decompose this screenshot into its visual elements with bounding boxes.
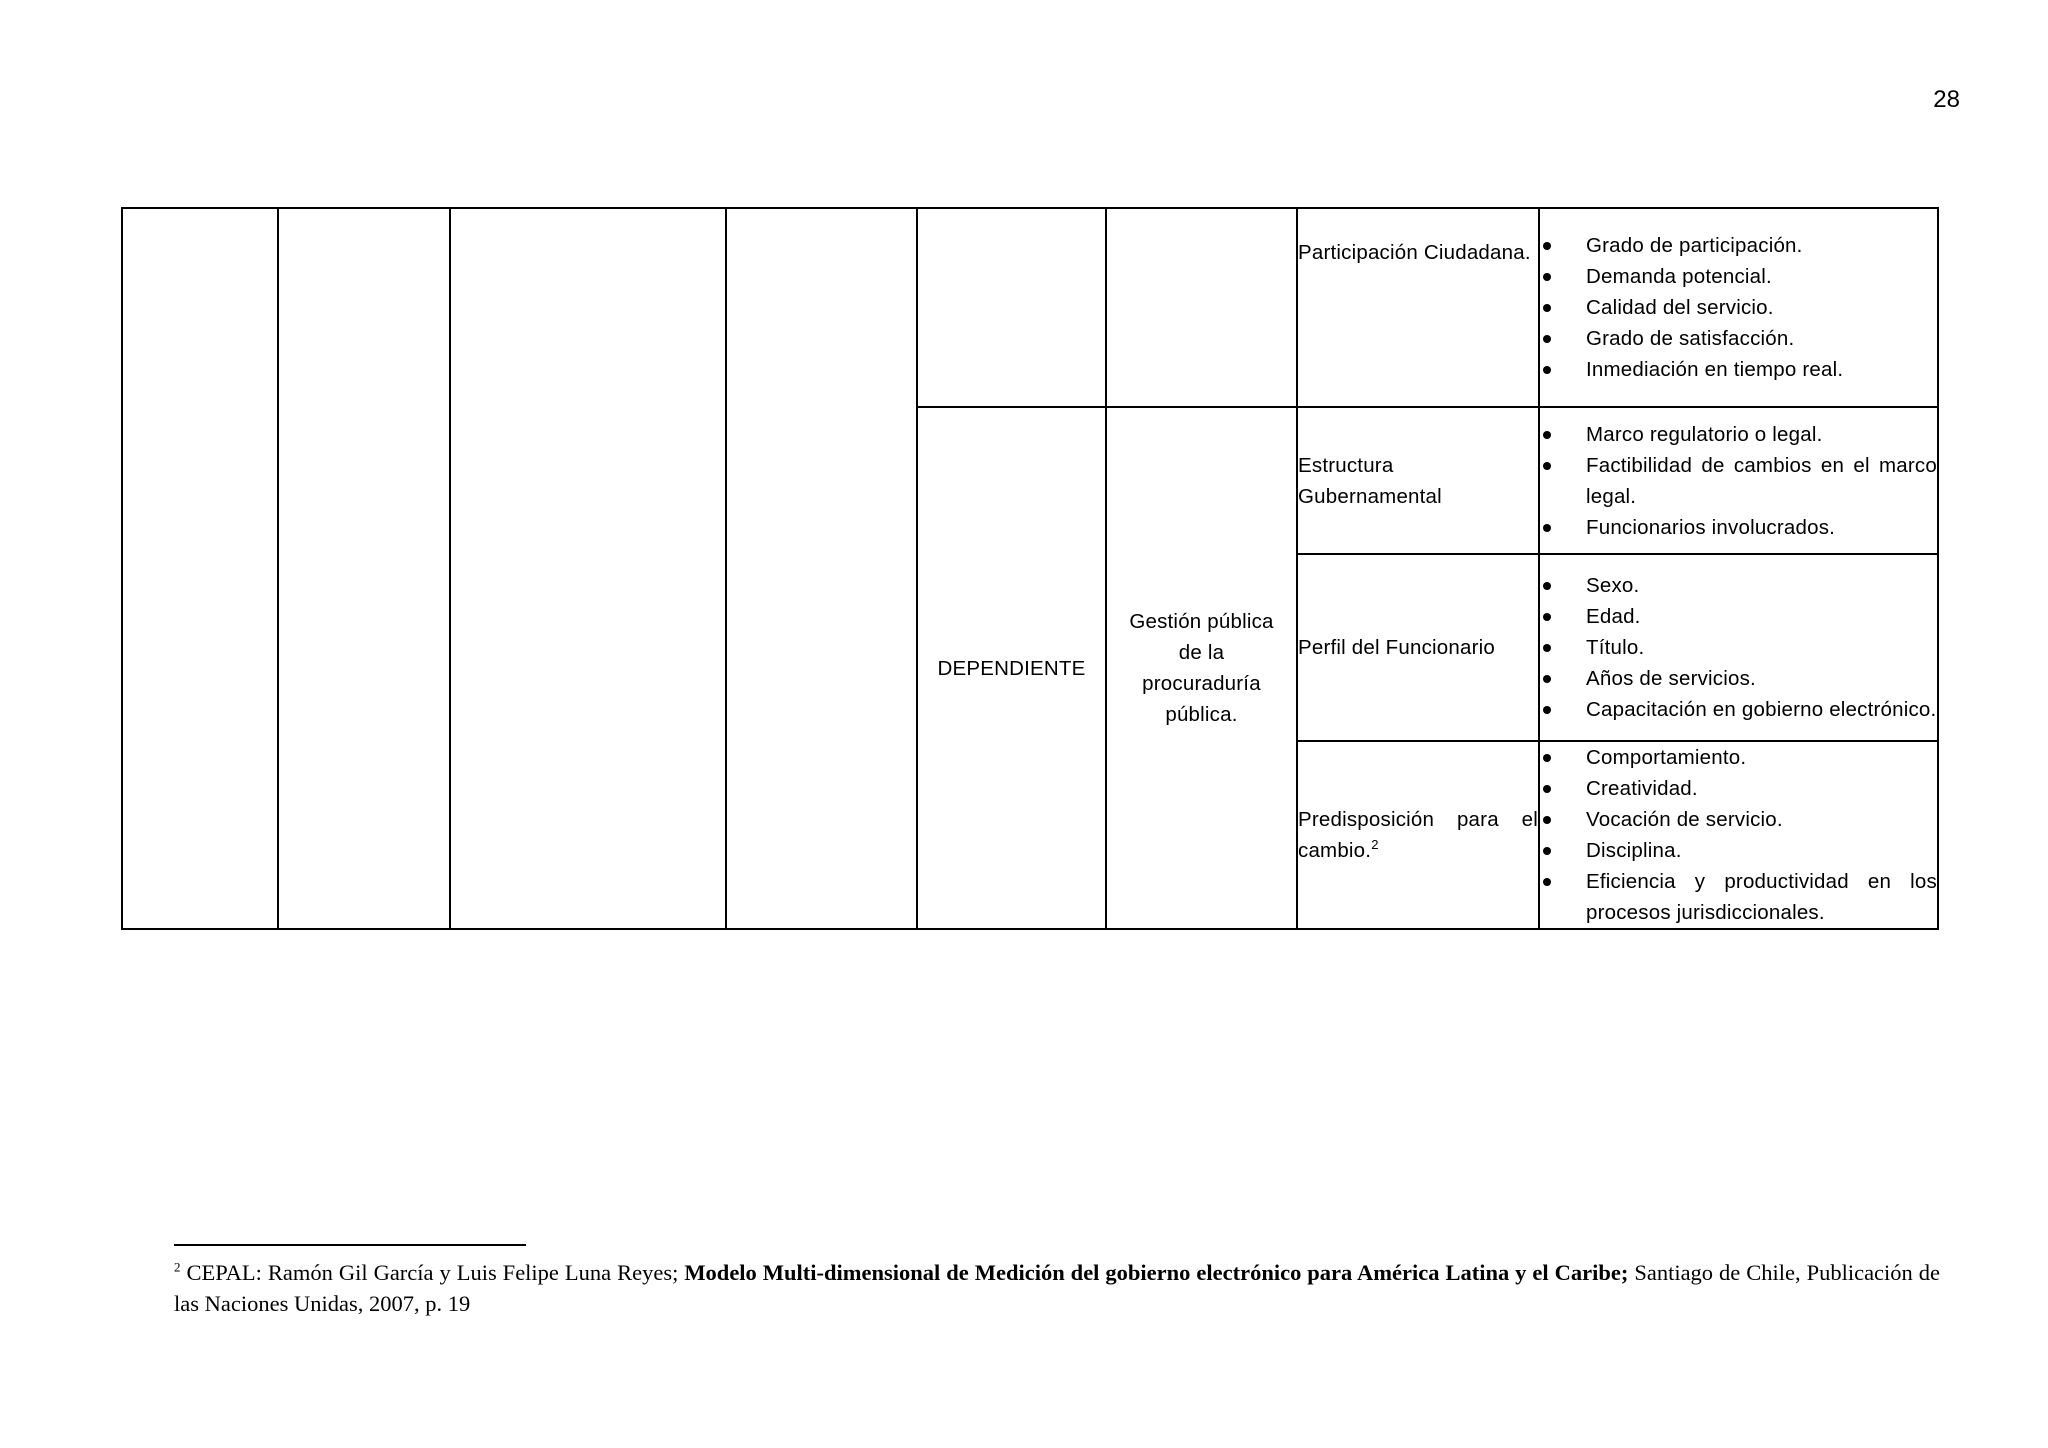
list-item: Calidad del servicio. bbox=[1540, 292, 1937, 323]
dimension-predisposicion bbox=[1297, 741, 1539, 929]
list-item: Factibilidad de cambios en el marco legal. bbox=[1540, 450, 1937, 512]
footnote-marker: 2 bbox=[174, 1259, 181, 1275]
list-item: Creatividad. bbox=[1540, 773, 1937, 804]
empty-cell bbox=[1106, 208, 1297, 407]
dimension-perfil: Perfil del Funcionario bbox=[1297, 554, 1539, 741]
footnote-prefix: CEPAL: Ramón Gil García y Luis Felipe Luna Reyes; bbox=[180, 1260, 685, 1285]
list-item: Años de servicios. bbox=[1540, 663, 1937, 694]
list-item: Vocación de servicio. bbox=[1540, 804, 1937, 835]
list-item: Comportamiento. bbox=[1540, 742, 1937, 773]
footnote bbox=[174, 1257, 1940, 1319]
indicator-list bbox=[1540, 419, 1937, 543]
variable-type: DEPENDIENTE bbox=[917, 407, 1106, 929]
list-item: Sexo. bbox=[1540, 570, 1937, 601]
indicators-perfil bbox=[1539, 554, 1938, 741]
list-item: Funcionarios involucrados. bbox=[1540, 512, 1937, 543]
indicators-participacion bbox=[1539, 208, 1938, 407]
list-item: Grado de participación. bbox=[1540, 230, 1937, 261]
indicator-list bbox=[1540, 742, 1937, 928]
list-item: Capacitación en gobierno electrónico. bbox=[1540, 694, 1937, 725]
list-item: Grado de satisfacción. bbox=[1540, 323, 1937, 354]
empty-cell bbox=[122, 208, 278, 929]
list-item: Inmediación en tiempo real. bbox=[1540, 354, 1937, 385]
page-number: 28 bbox=[1933, 86, 1960, 113]
list-item: Disciplina. bbox=[1540, 835, 1937, 866]
list-item: Título. bbox=[1540, 632, 1937, 663]
dimension-estructura: Estructura Gubernamental bbox=[1297, 407, 1539, 554]
indicators-estructura bbox=[1539, 407, 1938, 554]
footnote-reference[interactable]: 2 bbox=[1371, 837, 1379, 853]
indicators-predisposicion bbox=[1539, 741, 1938, 929]
footnote-title: Modelo Multi-dimensional de Medición del gobierno electrónico para América Latina y el Caribe; bbox=[684, 1260, 1629, 1285]
variable-name: Gestión pública de la procuraduría pública. bbox=[1106, 407, 1297, 929]
list-item: Edad. bbox=[1540, 601, 1937, 632]
footnote-divider bbox=[174, 1244, 526, 1246]
dimension-label: Predisposición para el cambio. bbox=[1298, 808, 1538, 862]
footnote-suffix: Santiago de Chile, Publicación de las Naciones Unidas, 2007, p. 19 bbox=[174, 1260, 1941, 1316]
empty-cell bbox=[726, 208, 917, 929]
table-row bbox=[122, 208, 1938, 407]
list-item: Demanda potencial. bbox=[1540, 261, 1937, 292]
list-item: Eficiencia y productividad en los procesos jurisdiccionales. bbox=[1540, 866, 1937, 928]
list-item: Marco regulatorio o legal. bbox=[1540, 419, 1937, 450]
empty-cell bbox=[450, 208, 726, 929]
indicator-list bbox=[1540, 570, 1937, 725]
empty-cell bbox=[917, 208, 1106, 407]
variables-table bbox=[121, 207, 1939, 930]
dimension-participacion: Participación Ciudadana. bbox=[1297, 208, 1539, 407]
empty-cell bbox=[278, 208, 450, 929]
indicator-list bbox=[1540, 230, 1937, 385]
